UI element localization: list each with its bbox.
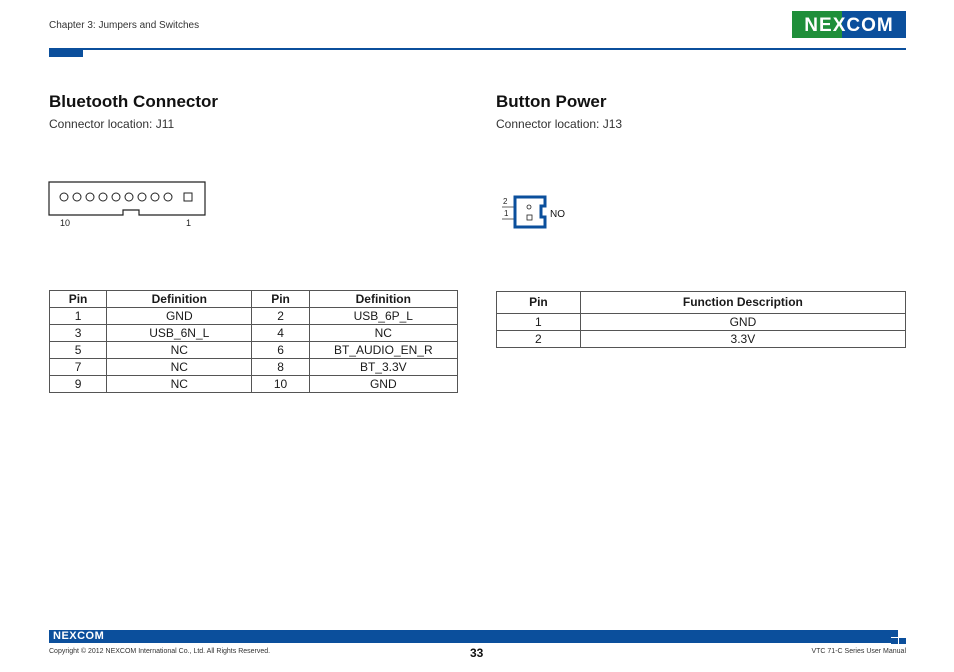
table-row: [50, 308, 458, 325]
footer-square: [891, 630, 898, 637]
cell: 6: [252, 342, 309, 359]
footer-square: [891, 638, 898, 644]
table-header-row: [50, 291, 458, 308]
pin-label-1: 1: [504, 209, 509, 218]
button-power-heading: Button Power: [496, 92, 607, 111]
button-power-connector-diagram: [500, 194, 580, 234]
no-label: NO: [550, 209, 565, 220]
button-power-table: [496, 291, 906, 348]
table-row: [50, 359, 458, 376]
cell: 3.3V: [580, 331, 905, 348]
button-power-location: Connector location: J13: [496, 117, 623, 131]
header-accent-block: [49, 49, 83, 57]
bluetooth-heading: Bluetooth Connector: [49, 92, 219, 111]
table-row: [50, 325, 458, 342]
cell: 8: [252, 359, 309, 376]
footer-logo: NEXCOM: [53, 630, 105, 642]
cell: 1: [50, 308, 107, 325]
cell: GND: [107, 308, 252, 325]
cell: NC: [107, 376, 252, 393]
table-row: [50, 342, 458, 359]
table-row: [497, 331, 906, 348]
cell: GND: [580, 314, 905, 331]
cell: USB_6N_L: [107, 325, 252, 342]
cell: 2: [497, 331, 581, 348]
header-definition: Definition: [309, 291, 457, 308]
nexcom-logo: [792, 11, 906, 38]
cell: 2: [252, 308, 309, 325]
page-number: 33: [470, 646, 484, 660]
header-rule: [49, 48, 906, 50]
cell: 3: [50, 325, 107, 342]
pin-label-10: 10: [60, 218, 71, 228]
cell: 5: [50, 342, 107, 359]
bluetooth-location: Connector location: J11: [49, 117, 175, 131]
footer-bar: [49, 630, 891, 643]
copyright-text: Copyright © 2012 NEXCOM International Co., Ltd. All Rights Reserved.: [49, 648, 271, 655]
logo-text: NEXCOM: [804, 15, 894, 36]
header-definition: Definition: [107, 291, 252, 308]
bluetooth-pin-table: [49, 290, 458, 393]
cell: 7: [50, 359, 107, 376]
pin-label-1: 1: [186, 218, 192, 228]
bluetooth-connector-diagram: [48, 180, 208, 230]
header-function-description: Function Description: [580, 292, 905, 314]
pin-label-2: 2: [503, 197, 508, 206]
chapter-title: Chapter 3: Jumpers and Switches: [49, 20, 200, 31]
cell: NC: [309, 325, 457, 342]
cell: 1: [497, 314, 581, 331]
manual-title: VTC 71-C Series User Manual: [811, 648, 906, 655]
cell: 10: [252, 376, 309, 393]
cell: BT_3.3V: [309, 359, 457, 376]
cell: BT_AUDIO_EN_R: [309, 342, 457, 359]
cell: 4: [252, 325, 309, 342]
cell: USB_6P_L: [309, 308, 457, 325]
header-pin: Pin: [50, 291, 107, 308]
header-pin: Pin: [497, 292, 581, 314]
table-row: [497, 314, 906, 331]
footer-square: [899, 638, 906, 644]
cell: GND: [309, 376, 457, 393]
cell: NC: [107, 342, 252, 359]
table-header-row: [497, 292, 906, 314]
header-pin: Pin: [252, 291, 309, 308]
table-row: [50, 376, 458, 393]
cell: 9: [50, 376, 107, 393]
cell: NC: [107, 359, 252, 376]
